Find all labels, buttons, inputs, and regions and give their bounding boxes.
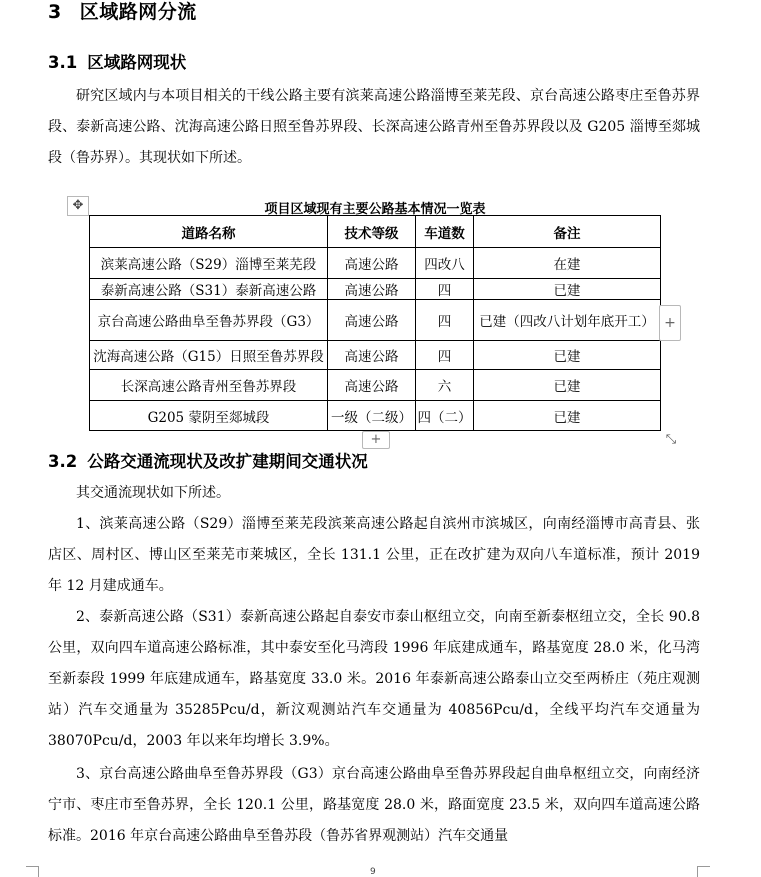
- page-corner-mark: [697, 866, 710, 877]
- intro-paragraph: 研究区域内与本项目相关的干线公路主要有滨莱高速公路淄博至莱芜段、京台高速公路枣庄至鲁苏界段、泰新高速公路、沈海高速公路日照至鲁苏界段、长深高速公路青州至鲁苏界段以及 G205 淄博至郯城段（鲁苏界）。其现状如下所述。: [48, 88, 700, 166]
- cell-remarks[interactable]: 已建（四改八计划年底开工）: [474, 300, 661, 341]
- cell-remarks[interactable]: 已建: [474, 341, 661, 370]
- cell-remarks[interactable]: 已建: [474, 401, 661, 431]
- cell-road-name[interactable]: 京台高速公路曲阜至鲁苏界段（G3）: [90, 300, 328, 341]
- section-number: 3.2: [48, 452, 78, 471]
- roads-table: [89, 215, 661, 431]
- cell-road-name[interactable]: 沈海高速公路（G15）日照至鲁苏界段: [90, 341, 328, 370]
- table-resize-handle-icon[interactable]: ⤡: [665, 432, 677, 447]
- cell-road-name[interactable]: 泰新高速公路（S31）泰新高速公路: [90, 279, 328, 300]
- cell-road-name[interactable]: 长深高速公路青州至鲁苏界段: [90, 370, 328, 401]
- cell-road-name[interactable]: 滨莱高速公路（S29）淄博至莱芜段: [90, 248, 328, 279]
- cell-lanes[interactable]: 四: [416, 279, 474, 300]
- cell-remarks[interactable]: 在建: [474, 248, 661, 279]
- header-tech-grade: 技术等级: [328, 216, 416, 248]
- cell-remarks[interactable]: 已建: [474, 279, 661, 300]
- cell-remarks[interactable]: 已建: [474, 370, 661, 401]
- section-3-1-heading: [48, 49, 186, 73]
- table-row: [90, 341, 661, 370]
- section-title: 区域路网现状: [87, 53, 187, 72]
- section-title: 公路交通流现状及改扩建期间交通状况: [87, 452, 368, 471]
- add-row-button[interactable]: +: [362, 431, 390, 449]
- table-row: [90, 401, 661, 431]
- cell-tech-grade[interactable]: 高速公路: [328, 341, 416, 370]
- body-paragraph: 2、泰新高速公路（S31）泰新高速公路起自泰安市泰山枢纽立交，向南至新泰枢纽立交，全长 90.8 公里，双向四车道高速公路标准，其中泰安至化马湾段 1996 年底建成通车，路基宽度 28.0 米，化马湾至新泰段 1999 年底建成通车，路基宽度 33.0 米。2016 年泰新高速公路泰山立交至两桥庄（苑庄观测站）汽车交通量为 35285Pcu/d，新汶观测站汽车交通量为 40856Pcu/d，全线平均汽车交通量为 38070Pcu/d，2003 年以来年均增长 3.9%。: [48, 609, 700, 749]
- body-paragraph: 1、滨莱高速公路（S29）淄博至莱芜段滨莱高速公路起自滨州市滨城区，向南经淄博市高青县、张店区、周村区、博山区至莱芜市莱城区，全长 131.1 公里，正在改扩建为双向八车道标准，预计 2019 年 12 月建成通车。: [48, 516, 700, 594]
- table-header-row: [90, 216, 661, 248]
- section-number: 3.1: [48, 53, 78, 72]
- cell-tech-grade[interactable]: 高速公路: [328, 248, 416, 279]
- cell-tech-grade[interactable]: 高速公路: [328, 279, 416, 300]
- table-row: [90, 279, 661, 300]
- section-3-2-heading: [48, 448, 368, 472]
- table-caption: 项目区域现有主要公路基本情况一览表: [264, 202, 486, 217]
- table-row: [90, 248, 661, 279]
- body-paragraph: 其交通流现状如下所述。: [76, 485, 230, 501]
- page-number: 9: [370, 867, 376, 877]
- header-lanes: 车道数: [416, 216, 474, 248]
- table-row: [90, 300, 661, 341]
- add-column-button[interactable]: +: [659, 305, 681, 341]
- cell-tech-grade[interactable]: 高速公路: [328, 370, 416, 401]
- section-number: 3: [48, 1, 62, 23]
- header-remarks: 备注: [474, 216, 661, 248]
- cell-lanes[interactable]: 四（二）: [416, 401, 474, 431]
- section-title: 区域路网分流: [79, 1, 197, 23]
- cell-lanes[interactable]: 四改八: [416, 248, 474, 279]
- table-move-handle-icon[interactable]: ✥: [67, 196, 89, 216]
- cell-road-name[interactable]: G205 蒙阴至郯城段: [90, 401, 328, 431]
- page-corner-mark: [26, 866, 39, 877]
- cell-lanes[interactable]: 四: [416, 341, 474, 370]
- body-paragraph: 3、京台高速公路曲阜至鲁苏界段（G3）京台高速公路曲阜至鲁苏界段起自曲阜枢纽立交，向南经济宁市、枣庄市至鲁苏界，全长 120.1 公里，路基宽度 28.0 米，路面宽度 23.5 米，双向四车道高速公路标准。2016 年京台高速公路曲阜至鲁苏段（鲁苏省界观测站）汽车交通量: [48, 766, 700, 844]
- table-row: [90, 370, 661, 401]
- cell-lanes[interactable]: 六: [416, 370, 474, 401]
- header-road-name: 道路名称: [90, 216, 328, 248]
- cell-tech-grade[interactable]: 高速公路: [328, 300, 416, 341]
- cell-tech-grade[interactable]: 一级（二级）: [328, 401, 416, 431]
- section-3-heading: [48, 0, 197, 24]
- cell-lanes[interactable]: 四: [416, 300, 474, 341]
